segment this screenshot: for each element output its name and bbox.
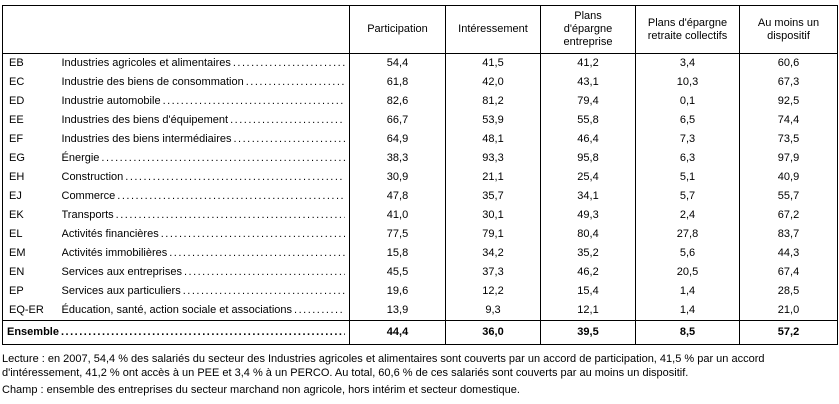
sector-row bbox=[3, 130, 838, 149]
value-interessement: 48,1 bbox=[446, 130, 541, 149]
value-participation: 13,9 bbox=[350, 301, 446, 321]
sector-row bbox=[3, 149, 838, 168]
total-row bbox=[3, 321, 838, 345]
sector-code: EQ-ER bbox=[9, 304, 44, 316]
value-au-moins-un-dispositif: 92,5 bbox=[740, 92, 838, 111]
sector-code: EC bbox=[9, 76, 25, 88]
dot-leader bbox=[61, 325, 345, 340]
sector-row bbox=[3, 54, 838, 74]
sector-label: Industries des biens d'équipement bbox=[61, 114, 229, 126]
value-interessement: 21,1 bbox=[446, 168, 541, 187]
sector-code: EJ bbox=[9, 190, 22, 202]
dot-leader bbox=[184, 265, 345, 280]
sector-row bbox=[3, 187, 838, 206]
value-plan-epargne-retraite: 10,3 bbox=[636, 73, 740, 92]
sector-label-cell bbox=[58, 225, 350, 244]
value-participation: 19,6 bbox=[350, 282, 446, 301]
value-interessement: 42,0 bbox=[446, 73, 541, 92]
sector-row bbox=[3, 168, 838, 187]
sector-row bbox=[3, 301, 838, 321]
header-row bbox=[3, 6, 838, 54]
dot-leader bbox=[117, 189, 345, 204]
total-interessement: 36,0 bbox=[446, 321, 541, 345]
value-interessement: 93,3 bbox=[446, 149, 541, 168]
value-au-moins-un-dispositif: 74,4 bbox=[740, 111, 838, 130]
value-plan-epargne-retraite: 6,5 bbox=[636, 111, 740, 130]
sector-code: EF bbox=[9, 133, 24, 145]
sector-label: Commerce bbox=[61, 190, 116, 202]
value-interessement: 30,1 bbox=[446, 206, 541, 225]
sector-code: EE bbox=[9, 114, 24, 126]
dot-leader bbox=[294, 303, 345, 318]
value-participation: 61,8 bbox=[350, 73, 446, 92]
dot-leader bbox=[230, 113, 345, 128]
value-participation: 38,3 bbox=[350, 149, 446, 168]
value-au-moins-un-dispositif: 60,6 bbox=[740, 54, 838, 74]
sector-label-cell bbox=[58, 73, 350, 92]
stub-header bbox=[3, 6, 350, 54]
value-plan-epargne-entreprise: 12,1 bbox=[541, 301, 636, 321]
value-plan-epargne-retraite: 7,3 bbox=[636, 130, 740, 149]
value-plan-epargne-retraite: 0,1 bbox=[636, 92, 740, 111]
dot-leader bbox=[101, 151, 345, 166]
value-au-moins-un-dispositif: 73,5 bbox=[740, 130, 838, 149]
value-plan-epargne-entreprise: 25,4 bbox=[541, 168, 636, 187]
value-participation: 77,5 bbox=[350, 225, 446, 244]
sector-label: Industrie des biens de consommation bbox=[61, 76, 244, 88]
sector-label: Activités financières bbox=[61, 228, 159, 240]
total-participation: 44,4 bbox=[350, 321, 446, 345]
value-plan-epargne-retraite: 27,8 bbox=[636, 225, 740, 244]
dot-leader bbox=[125, 170, 345, 185]
value-interessement: 34,2 bbox=[446, 244, 541, 263]
value-participation: 82,6 bbox=[350, 92, 446, 111]
dot-leader bbox=[163, 94, 345, 109]
sector-label: Services aux entreprises bbox=[61, 266, 182, 278]
value-plan-epargne-entreprise: 43,1 bbox=[541, 73, 636, 92]
value-plan-epargne-entreprise: 34,1 bbox=[541, 187, 636, 206]
value-participation: 15,8 bbox=[350, 244, 446, 263]
dot-leader bbox=[169, 246, 345, 261]
sector-label: Construction bbox=[61, 171, 124, 183]
footnotes bbox=[2, 352, 837, 397]
value-plan-epargne-retraite: 6,3 bbox=[636, 149, 740, 168]
sector-label: Industries agricoles et alimentaires bbox=[61, 57, 231, 69]
sector-label-cell bbox=[58, 130, 350, 149]
value-au-moins-un-dispositif: 83,7 bbox=[740, 225, 838, 244]
sector-row bbox=[3, 206, 838, 225]
value-plan-epargne-entreprise: 80,4 bbox=[541, 225, 636, 244]
dot-leader bbox=[246, 75, 345, 90]
sector-label-cell bbox=[58, 244, 350, 263]
value-plan-epargne-entreprise: 46,4 bbox=[541, 130, 636, 149]
sector-label-cell bbox=[58, 282, 350, 301]
value-participation: 47,8 bbox=[350, 187, 446, 206]
note-lecture: Lecture : en 2007, 54,4 % des salariés du secteur des Industries agricoles et alimentaires sont couverts par un accord de participation, 41,5 % par un accord d'intéressement, 41,2 % ont accès à un PEE et 3,4 % à un PERCO. Au total, 60,6 % de ces salariés sont couverts par au moins un dispositif. bbox=[2, 353, 765, 379]
sector-label-cell bbox=[58, 54, 350, 74]
value-plan-epargne-entreprise: 15,4 bbox=[541, 282, 636, 301]
col-header-participation: Participation bbox=[350, 6, 446, 54]
value-au-moins-un-dispositif: 67,3 bbox=[740, 73, 838, 92]
value-plan-epargne-entreprise: 55,8 bbox=[541, 111, 636, 130]
sector-label-cell bbox=[58, 111, 350, 130]
sector-label-cell bbox=[58, 149, 350, 168]
value-plan-epargne-entreprise: 95,8 bbox=[541, 149, 636, 168]
value-plan-epargne-entreprise: 49,3 bbox=[541, 206, 636, 225]
sector-label: Activités immobilières bbox=[61, 247, 168, 259]
sector-label: Industrie automobile bbox=[61, 95, 161, 107]
value-participation: 45,5 bbox=[350, 263, 446, 282]
sector-label: Industries des biens intermédiaires bbox=[61, 133, 232, 145]
sector-label-cell bbox=[58, 92, 350, 111]
value-au-moins-un-dispositif: 21,0 bbox=[740, 301, 838, 321]
total-plan-epargne-entreprise: 39,5 bbox=[541, 321, 636, 345]
value-au-moins-un-dispositif: 40,9 bbox=[740, 168, 838, 187]
sector-row bbox=[3, 92, 838, 111]
sector-code: ED bbox=[9, 95, 25, 107]
value-plan-epargne-retraite: 5,7 bbox=[636, 187, 740, 206]
value-participation: 30,9 bbox=[350, 168, 446, 187]
value-interessement: 35,7 bbox=[446, 187, 541, 206]
sector-code: EB bbox=[9, 57, 24, 69]
value-au-moins-un-dispositif: 67,2 bbox=[740, 206, 838, 225]
value-plan-epargne-retraite: 3,4 bbox=[636, 54, 740, 74]
total-au-moins-un-dispositif: 57,2 bbox=[740, 321, 838, 345]
value-interessement: 37,3 bbox=[446, 263, 541, 282]
value-au-moins-un-dispositif: 97,9 bbox=[740, 149, 838, 168]
sector-label: Services aux particuliers bbox=[61, 285, 181, 297]
sector-label: Transports bbox=[61, 209, 114, 221]
col-header-plans-epargne-entreprise: Plans d'épargne entreprise bbox=[541, 6, 636, 54]
total-label: Ensemble bbox=[7, 326, 59, 338]
value-plan-epargne-entreprise: 41,2 bbox=[541, 54, 636, 74]
value-interessement: 12,2 bbox=[446, 282, 541, 301]
value-interessement: 41,5 bbox=[446, 54, 541, 74]
value-plan-epargne-entreprise: 79,4 bbox=[541, 92, 636, 111]
value-interessement: 81,2 bbox=[446, 92, 541, 111]
value-plan-epargne-entreprise: 46,2 bbox=[541, 263, 636, 282]
sector-label-cell bbox=[58, 187, 350, 206]
value-plan-epargne-retraite: 2,4 bbox=[636, 206, 740, 225]
value-au-moins-un-dispositif: 55,7 bbox=[740, 187, 838, 206]
value-participation: 66,7 bbox=[350, 111, 446, 130]
sector-code: EN bbox=[9, 266, 25, 278]
sector-code: EG bbox=[9, 152, 25, 164]
dot-leader bbox=[233, 56, 345, 71]
table-body bbox=[3, 54, 838, 321]
value-plan-epargne-retraite: 5,6 bbox=[636, 244, 740, 263]
sector-row bbox=[3, 225, 838, 244]
value-plan-epargne-entreprise: 35,2 bbox=[541, 244, 636, 263]
value-participation: 64,9 bbox=[350, 130, 446, 149]
sector-code: EH bbox=[9, 171, 25, 183]
dot-leader bbox=[161, 227, 345, 242]
value-plan-epargne-retraite: 5,1 bbox=[636, 168, 740, 187]
value-au-moins-un-dispositif: 44,3 bbox=[740, 244, 838, 263]
value-participation: 54,4 bbox=[350, 54, 446, 74]
sector-label-cell bbox=[58, 168, 350, 187]
sector-row bbox=[3, 282, 838, 301]
value-au-moins-un-dispositif: 67,4 bbox=[740, 263, 838, 282]
value-plan-epargne-retraite: 20,5 bbox=[636, 263, 740, 282]
sector-code: EP bbox=[9, 285, 24, 297]
sector-row bbox=[3, 263, 838, 282]
sector-row bbox=[3, 73, 838, 92]
sector-row bbox=[3, 244, 838, 263]
value-plan-epargne-retraite: 1,4 bbox=[636, 301, 740, 321]
sector-code: EK bbox=[9, 209, 24, 221]
dot-leader bbox=[233, 132, 345, 147]
value-interessement: 53,9 bbox=[446, 111, 541, 130]
coverage-by-sector-table bbox=[2, 5, 838, 345]
value-plan-epargne-retraite: 1,4 bbox=[636, 282, 740, 301]
note-champ: Champ : ensemble des entreprises du secteur marchand non agricole, hors intérim et secteur domestique. bbox=[2, 384, 520, 396]
total-label-cell bbox=[3, 321, 350, 345]
sector-code: EL bbox=[9, 228, 23, 240]
sector-label-cell bbox=[58, 263, 350, 282]
sector-label-cell bbox=[58, 206, 350, 225]
value-participation: 41,0 bbox=[350, 206, 446, 225]
sector-code: EM bbox=[9, 247, 26, 259]
col-header-au-moins-un-dispositif: Au moins un dispositif bbox=[740, 6, 838, 54]
value-au-moins-un-dispositif: 28,5 bbox=[740, 282, 838, 301]
sector-label: Énergie bbox=[61, 152, 100, 164]
dot-leader bbox=[116, 208, 345, 223]
value-interessement: 9,3 bbox=[446, 301, 541, 321]
dot-leader bbox=[183, 284, 345, 299]
sector-label: Éducation, santé, action sociale et associations bbox=[61, 304, 293, 316]
total-plan-epargne-retraite: 8,5 bbox=[636, 321, 740, 345]
value-interessement: 79,1 bbox=[446, 225, 541, 244]
col-header-plans-epargne-retraite-collectifs: Plans d'épargne retraite collectifs bbox=[636, 6, 740, 54]
sector-label-cell bbox=[58, 301, 350, 321]
sector-row bbox=[3, 111, 838, 130]
col-header-interessement: Intéressement bbox=[446, 6, 541, 54]
